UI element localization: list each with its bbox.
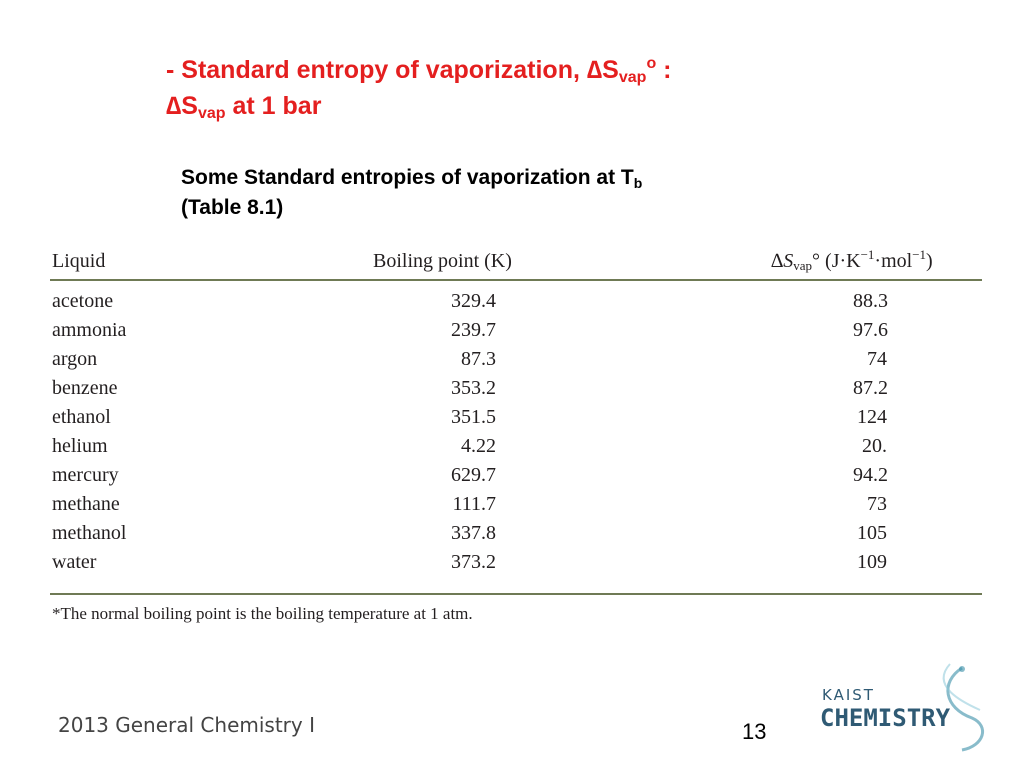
table-row <box>50 346 982 375</box>
entropy-value: 97.6 <box>853 319 888 341</box>
liquid-name: methane <box>52 493 120 515</box>
table-row <box>50 491 982 520</box>
liquid-name: helium <box>52 435 108 457</box>
entropy-value: 87.2 <box>853 377 888 399</box>
boiling-point-value: 111.7 <box>452 493 496 515</box>
logo-dot <box>959 666 965 672</box>
table-header <box>50 245 982 281</box>
header-boiling-point: Boiling point (K) <box>373 250 512 272</box>
kaist-chemistry-logo <box>812 660 992 755</box>
heading-line-2: $\Delta S_{vap}$ at 1 bar <box>166 92 322 122</box>
table-row <box>50 317 982 346</box>
entropy-value: 109 <box>857 551 887 573</box>
logo-text-kaist: KAIST <box>822 686 875 704</box>
boiling-point-value: 629.7 <box>451 464 496 486</box>
boiling-point-value: 337.8 <box>451 522 496 544</box>
logo-text-chemistry: CHEMISTRY <box>820 704 951 732</box>
table-row <box>50 433 982 462</box>
entropy-value: 74 <box>867 348 887 370</box>
boiling-point-value: 239.7 <box>451 319 496 341</box>
caption-line-2: (Table 8.1) <box>181 196 284 219</box>
course-title: 2013 General Chemistry I <box>58 713 315 737</box>
liquid-name: argon <box>52 348 98 370</box>
boiling-point-value: 329.4 <box>451 290 496 312</box>
header-liquid: Liquid <box>52 250 106 272</box>
table-row <box>50 375 982 404</box>
table-row <box>50 549 982 578</box>
page-number: 13 <box>742 719 767 744</box>
entropy-value: 73 <box>867 493 887 515</box>
entropy-value: 88.3 <box>853 290 888 312</box>
entropy-value: 20. <box>862 435 887 457</box>
liquid-name: ethanol <box>52 406 111 428</box>
table-bottom-rule <box>50 593 982 595</box>
liquid-name: mercury <box>52 464 119 486</box>
entropy-value: 94.2 <box>853 464 888 486</box>
boiling-point-value: 373.2 <box>451 551 496 573</box>
boiling-point-value: 4.22 <box>461 435 496 457</box>
boiling-point-value: 353.2 <box>451 377 496 399</box>
table-caption <box>181 163 642 223</box>
table-row <box>50 520 982 549</box>
header-entropy: $\Delta S_{vap}^\circ$ $(J\cdot K^{-1}\cdot mol^{-1})$ <box>771 247 933 273</box>
entropy-value: 124 <box>857 406 887 428</box>
caption-line-1: Some Standard entropies of vaporization at $T_b$ <box>181 166 643 191</box>
liquid-name: acetone <box>52 290 114 312</box>
liquid-name: benzene <box>52 377 118 399</box>
table-footnote: *The normal boiling point is the boiling temperature at 1 atm. <box>52 604 473 623</box>
slide-heading <box>166 52 672 124</box>
table-row <box>50 404 982 433</box>
table-body <box>50 281 982 578</box>
liquid-name: ammonia <box>52 319 127 341</box>
entropy-value: 105 <box>857 522 887 544</box>
liquid-name: water <box>52 551 97 573</box>
table-row <box>50 462 982 491</box>
boiling-point-value: 87.3 <box>461 348 496 370</box>
table-row <box>50 288 982 317</box>
entropy-table <box>50 245 982 624</box>
liquid-name: methanol <box>52 522 127 544</box>
heading-line-1: - Standard entropy of vaporization, $\Delta S_{vap}^o$ : <box>166 55 672 86</box>
boiling-point-value: 351.5 <box>451 406 496 428</box>
